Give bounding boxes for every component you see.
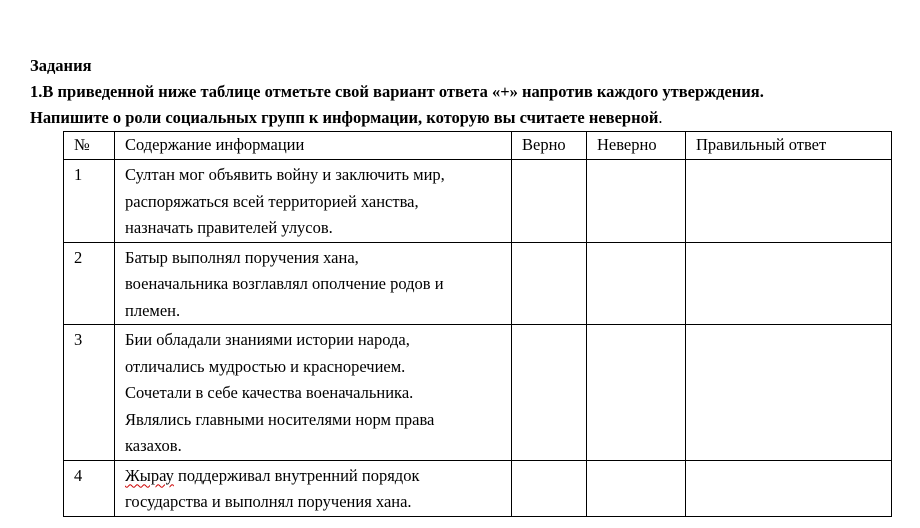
row-content — [115, 325, 512, 461]
table-row — [64, 460, 892, 516]
content-line: Сочетали в себе качества военачальника. — [125, 383, 414, 402]
header-content: Содержание информации — [115, 132, 512, 160]
false-answer-cell[interactable] — [587, 242, 686, 325]
table-row — [64, 325, 892, 461]
task-instruction-line-1: 1.В приведенной ниже таблице отметьте свой вариант ответа «+» напротив каждого утверждения. — [30, 82, 764, 101]
row-content — [115, 160, 512, 243]
task-title: Задания — [30, 56, 92, 75]
content-line-rest: поддерживал внутренний порядок — [173, 465, 420, 485]
task-instruction-line-2-text: Напишите о роли социальных групп к информации, которую вы считаете неверной — [30, 108, 659, 127]
content-line: назначать правителей улусов. — [125, 218, 333, 237]
content-line: казахов. — [125, 436, 182, 455]
false-answer-cell[interactable] — [587, 325, 686, 461]
header-correct-answer: Правильный ответ — [686, 132, 892, 160]
content-line: военачальника возглавлял ополчение родов и — [125, 274, 444, 293]
content-line: племен. — [125, 300, 181, 320]
content-line: Являлись главными носителями норм права — [125, 409, 435, 429]
row-number: 2 — [64, 242, 115, 325]
correct-answer-cell[interactable] — [686, 460, 892, 516]
true-answer-cell[interactable] — [512, 325, 587, 461]
correct-answer-cell[interactable] — [686, 242, 892, 325]
header-number: № — [64, 132, 115, 160]
content-line: отличались мудростью и красноречием. — [125, 356, 406, 376]
header-true: Верно — [512, 132, 587, 160]
row-content — [115, 242, 512, 325]
answers-table — [63, 131, 892, 517]
table-row — [64, 160, 892, 243]
true-answer-cell[interactable] — [512, 460, 587, 516]
table-row — [64, 242, 892, 325]
false-answer-cell[interactable] — [587, 160, 686, 243]
content-line — [125, 463, 511, 490]
spellcheck-word: Жырау — [125, 465, 174, 485]
correct-answer-cell[interactable] — [686, 160, 892, 243]
task-instruction-period: . — [658, 108, 663, 127]
true-answer-cell[interactable] — [512, 160, 587, 243]
content-line: Султан мог объявить войну и заключить мир, — [125, 165, 445, 184]
correct-answer-cell[interactable] — [686, 325, 892, 461]
content-line: распоряжаться всей территорией ханства, — [125, 191, 419, 211]
row-number: 1 — [64, 160, 115, 243]
false-answer-cell[interactable] — [587, 460, 686, 516]
row-content — [115, 460, 512, 516]
content-line: Бии обладали знаниями истории народа, — [125, 330, 410, 349]
table-header-row — [64, 132, 892, 160]
content-line: Батыр выполнял поручения хана, — [125, 247, 359, 267]
true-answer-cell[interactable] — [512, 242, 587, 325]
row-number: 3 — [64, 325, 115, 461]
content-line: государства и выполнял поручения хана. — [125, 492, 412, 511]
row-number: 4 — [64, 460, 115, 516]
header-false: Неверно — [587, 132, 686, 160]
task-instruction-line-2 — [30, 105, 663, 131]
